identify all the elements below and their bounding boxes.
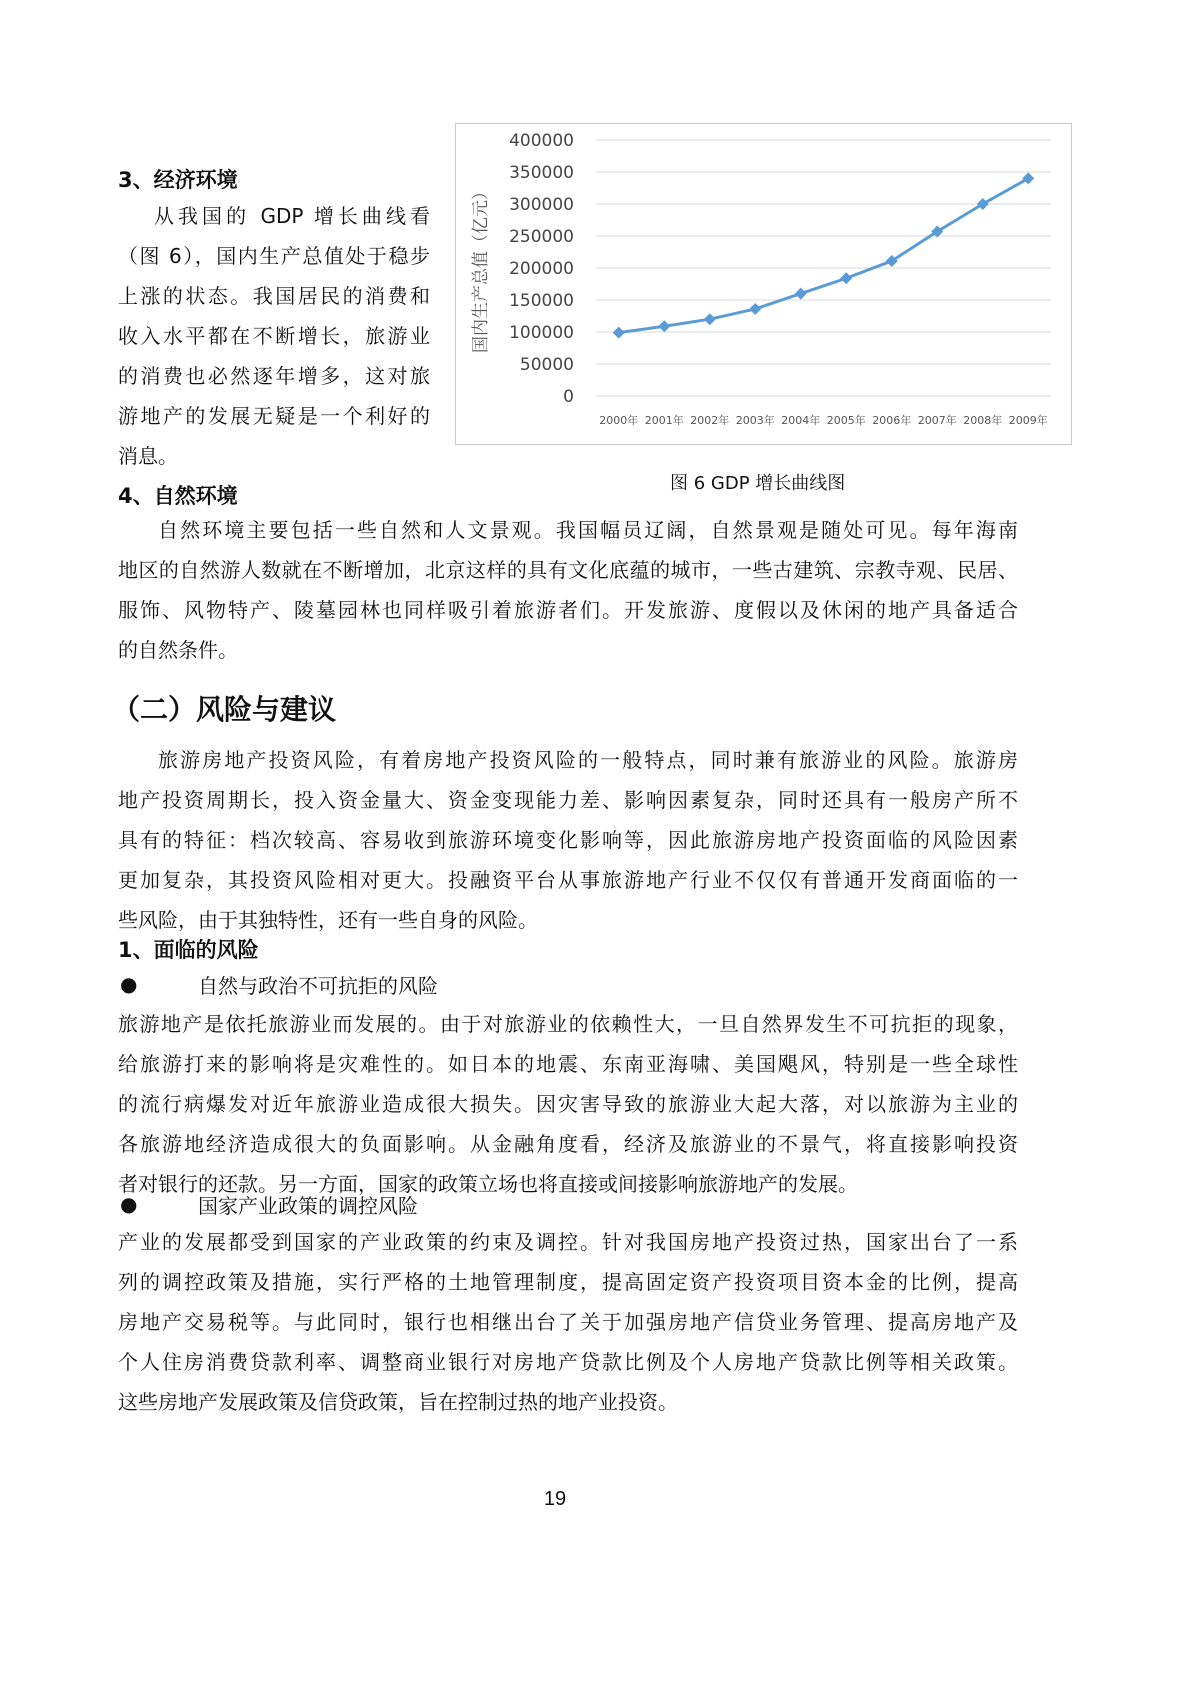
paragraph-line: 消息。 [118, 444, 178, 468]
x-tick-label: 2009年 [1008, 414, 1048, 427]
x-tick-label: 2008年 [963, 414, 1003, 427]
bullet-1-paragraph [118, 1004, 1018, 1204]
gdp-chart-frame [455, 123, 1072, 445]
bullet-2-title: 国家产业政策的调控风险 [198, 1194, 418, 1218]
x-tick-label: 2004年 [781, 414, 821, 427]
bullet-dot-icon: ● [120, 1192, 138, 1216]
part-2-heading: （二）风险与建议 [112, 693, 337, 726]
bullet-1-title: 自然与政治不可抗拒的风险 [198, 974, 438, 998]
part-2-paragraph [118, 740, 1018, 940]
paragraph-line: 这些房地产发展政策及信贷政策，旨在控制过热的地产业投资。 [118, 1390, 678, 1414]
y-axis-label: 国内生产总值（亿元） [471, 183, 491, 353]
page-number: 19 [543, 1488, 567, 1510]
x-tick-label: 2003年 [735, 414, 775, 427]
data-point [704, 313, 716, 325]
gdp-line-chart [456, 124, 1071, 444]
paragraph-line: 旅游地产是依托旅游业而发展的。由于对旅游业的依赖性大，一旦自然界发生不可抗拒的现象， [118, 1012, 1018, 1036]
paragraph-line: 的流行病爆发对近年旅游业造成很大损失。因灾害导致的旅游业大起大落，对以旅游为主业的 [118, 1092, 1018, 1116]
y-tick-label: 200000 [509, 259, 574, 279]
section-3-paragraph [118, 196, 430, 476]
y-tick-label: 300000 [509, 195, 574, 215]
y-tick-label: 100000 [509, 323, 574, 343]
x-tick-label: 2006年 [872, 414, 912, 427]
y-tick-label: 150000 [509, 291, 574, 311]
paragraph-line: 个人住房消费贷款利率、调整商业银行对房地产贷款比例及个人房地产贷款比例等相关政策。 [118, 1350, 1018, 1374]
data-point [613, 327, 625, 339]
paragraph-line: 的消费也必然逐年增多，这对旅 [118, 364, 430, 388]
x-tick-label: 2002年 [690, 414, 730, 427]
paragraph-line: 的自然条件。 [118, 638, 238, 662]
paragraph-line: 列的调控政策及措施，实行严格的土地管理制度，提高固定资产投资项目资本金的比例，提高 [118, 1270, 1018, 1294]
data-point [840, 272, 852, 284]
paragraph-line: 些风险，由于其独特性，还有一些自身的风险。 [118, 908, 538, 932]
bullet-2-paragraph [118, 1222, 1018, 1422]
section-3-heading: 3、经济环境 [118, 168, 238, 192]
x-tick-label: 2007年 [917, 414, 957, 427]
x-tick-label: 2000年 [599, 414, 639, 427]
data-point [1022, 172, 1034, 184]
paragraph-line: 房地产交易税等。与此同时，银行也相继出台了关于加强房地产信贷业务管理、提高房地产及 [118, 1310, 1018, 1334]
y-tick-label: 400000 [509, 131, 574, 151]
x-tick-label: 2001年 [644, 414, 684, 427]
y-tick-label: 350000 [509, 163, 574, 183]
y-tick-label: 250000 [509, 227, 574, 247]
paragraph-line: 者对银行的还款。另一方面，国家的政策立场也将直接或间接影响旅游地产的发展。 [118, 1172, 858, 1196]
data-point [795, 288, 807, 300]
series-line [619, 178, 1029, 332]
paragraph-line: 给旅游打来的影响将是灾难性的。如日本的地震、东南亚海啸、美国飓风，特别是一些全球性 [118, 1052, 1018, 1076]
section-1-heading: 1、面临的风险 [118, 938, 259, 962]
y-tick-label: 50000 [519, 355, 574, 375]
paragraph-line: 收入水平都在不断增长，旅游业 [118, 324, 430, 348]
paragraph-line: 具有的特征：档次较高、容易收到旅游环境变化影响等，因此旅游房地产投资面临的风险因素 [118, 828, 1018, 852]
section-4-paragraph [118, 510, 1018, 670]
paragraph-line: 各旅游地经济造成很大的负面影响。从金融角度看，经济及旅游业的不景气，将直接影响投资 [118, 1132, 1018, 1156]
data-point [658, 320, 670, 332]
section-4-heading: 4、自然环境 [118, 484, 238, 508]
bullet-dot-icon: ● [120, 972, 138, 996]
paragraph-line: 服饰、风物特产、陵墓园林也同样吸引着旅游者们。开发旅游、度假以及休闲的地产具备适合 [118, 598, 1018, 622]
paragraph-line: 更加复杂，其投资风险相对更大。投融资平台从事旅游地产行业不仅仅有普通开发商面临的一 [118, 868, 1018, 892]
paragraph-line: 地产投资周期长，投入资金量大、资金变现能力差、影响因素复杂，同时还具有一般房产所不 [118, 788, 1018, 812]
paragraph-line: 从我国的 GDP 增长曲线看 [154, 204, 430, 228]
figure-caption: 图 6 GDP 增长曲线图 [670, 473, 846, 494]
paragraph-line: 地区的自然游人数就在不断增加，北京这样的具有文化底蕴的城市，一些古建筑、宗教寺观、民居、 [118, 558, 1018, 582]
paragraph-line: （图 6），国内生产总值处于稳步 [118, 244, 430, 268]
paragraph-line: 产业的发展都受到国家的产业政策的约束及调控。针对我国房地产投资过热，国家出台了一系 [118, 1230, 1018, 1254]
paragraph-line: 游地产的发展无疑是一个利好的 [118, 404, 430, 428]
x-tick-label: 2005年 [826, 414, 866, 427]
data-point [749, 303, 761, 315]
paragraph-line: 自然环境主要包括一些自然和人文景观。我国幅员辽阔，自然景观是随处可见。每年海南 [158, 518, 1018, 542]
paragraph-line: 旅游房地产投资风险，有着房地产投资风险的一般特点，同时兼有旅游业的风险。旅游房 [158, 748, 1018, 772]
paragraph-line: 上涨的状态。我国居民的消费和 [118, 284, 430, 308]
y-tick-label: 0 [563, 387, 574, 407]
